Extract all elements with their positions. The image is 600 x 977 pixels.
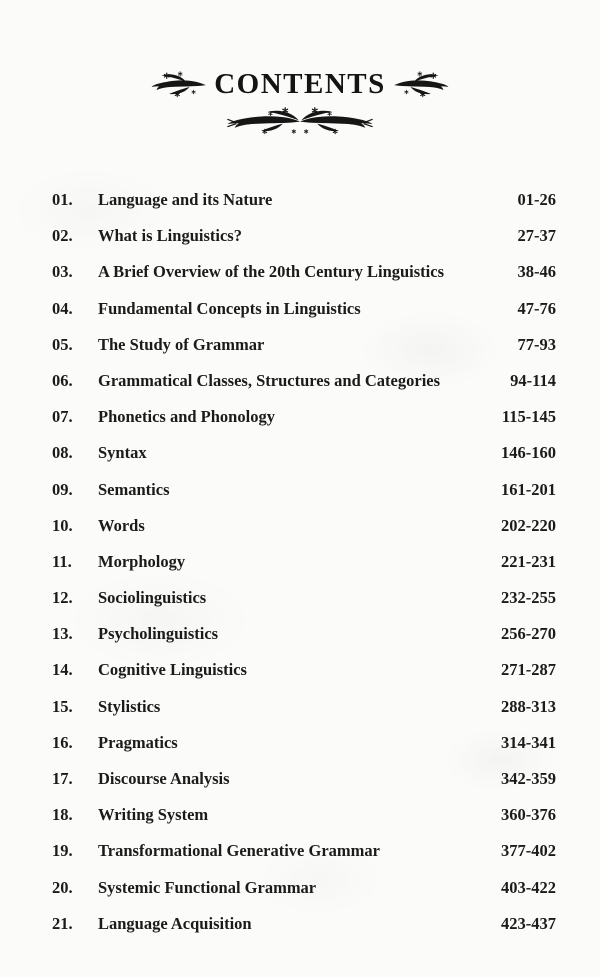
- toc-row: [52, 544, 556, 580]
- page-range: 403-422: [501, 877, 556, 897]
- page-range: 342-359: [501, 769, 556, 788]
- toc-row: [52, 363, 556, 399]
- chapter-number: 18.: [52, 805, 73, 825]
- chapter-number: 17.: [52, 769, 73, 788]
- toc-list: [0, 182, 600, 942]
- chapter-number: 05.: [52, 334, 73, 354]
- page-range: 146-160: [501, 443, 556, 463]
- page-range: 161-201: [501, 479, 556, 499]
- toc-row: [52, 399, 556, 435]
- chapter-number: 06.: [52, 370, 73, 390]
- toc-row: [52, 870, 556, 906]
- toc-row: [52, 833, 556, 869]
- contents-header: [0, 0, 600, 136]
- floral-flourish-left-icon: [151, 71, 207, 98]
- toc-row: [52, 761, 556, 797]
- chapter-title: Transformational Generative Grammar: [98, 841, 380, 861]
- chapter-title: Writing System: [98, 805, 209, 825]
- chapter-title: Fundamental Concepts in Linguistics: [98, 298, 361, 318]
- page-range: 423-437: [501, 913, 556, 933]
- page-range: 01-26: [517, 190, 556, 209]
- toc-row: [52, 472, 556, 508]
- toc-row: [52, 218, 556, 254]
- page-range: 115-145: [501, 407, 556, 427]
- chapter-number: 21.: [52, 913, 73, 933]
- chapter-number: 03.: [52, 262, 73, 282]
- page-range: 360-376: [501, 805, 556, 825]
- chapter-title: What is Linguistics?: [98, 226, 242, 246]
- chapter-number: 13.: [52, 624, 73, 644]
- page-range: 221-231: [501, 551, 556, 571]
- chapter-number: 11.: [52, 551, 72, 571]
- chapter-number: 08.: [52, 443, 73, 463]
- chapter-title: Language and its Nature: [98, 190, 273, 209]
- toc-row: [52, 327, 556, 363]
- toc-row: [52, 435, 556, 471]
- chapter-title: Systemic Functional Grammar: [98, 877, 317, 897]
- chapter-title: A Brief Overview of the 20th Century Linguistics: [98, 262, 445, 282]
- page-range: 232-255: [501, 588, 556, 608]
- toc-row: [52, 508, 556, 544]
- toc-row: [52, 182, 556, 218]
- chapter-title: The Study of Grammar: [98, 334, 265, 354]
- chapter-title: Discourse Analysis: [98, 769, 230, 788]
- page-range: 377-402: [501, 841, 556, 861]
- title-row: [0, 70, 600, 99]
- chapter-title: Phonetics and Phonology: [98, 407, 275, 427]
- page-range: 47-76: [517, 298, 556, 318]
- toc-row: [52, 725, 556, 761]
- chapter-number: 16.: [52, 732, 73, 752]
- chapter-title: Sociolinguistics: [98, 588, 207, 608]
- chapter-number: 04.: [52, 298, 73, 318]
- chapter-title: Syntax: [98, 443, 147, 463]
- chapter-title: Words: [98, 515, 145, 535]
- chapter-number: 19.: [52, 841, 73, 861]
- page-range: 271-287: [501, 660, 556, 680]
- chapter-title: Semantics: [98, 479, 170, 499]
- chapter-number: 07.: [52, 407, 73, 427]
- floral-flourish-right-icon: [393, 71, 449, 98]
- chapter-title: Grammatical Classes, Structures and Categories: [98, 370, 441, 390]
- chapter-number: 02.: [52, 226, 73, 246]
- chapter-title: Morphology: [98, 551, 186, 571]
- floral-flourish-divider-icon: [226, 106, 374, 136]
- toc-row: [52, 652, 556, 688]
- chapter-number: 09.: [52, 479, 73, 499]
- chapter-number: 15.: [52, 696, 73, 716]
- chapter-title: Pragmatics: [98, 732, 178, 752]
- chapter-title: Stylistics: [98, 696, 161, 716]
- toc-row: [52, 580, 556, 616]
- page-range: 27-37: [517, 226, 556, 246]
- toc-row: [52, 616, 556, 652]
- chapter-title: Language Acquisition: [98, 913, 252, 933]
- page-range: 288-313: [501, 696, 556, 716]
- toc-row: [52, 254, 556, 290]
- chapter-title: Psycholinguistics: [98, 624, 219, 644]
- toc-row: [52, 797, 556, 833]
- toc-row: [52, 906, 556, 942]
- page-range: 77-93: [517, 334, 556, 354]
- chapter-number: 14.: [52, 660, 73, 680]
- chapter-number: 10.: [52, 515, 73, 535]
- toc-row: [52, 689, 556, 725]
- page-range: 314-341: [501, 732, 556, 752]
- page-range: 94-114: [510, 370, 556, 390]
- chapter-title: Cognitive Linguistics: [98, 660, 247, 680]
- toc-row: [52, 291, 556, 327]
- page-range: 38-46: [517, 262, 556, 282]
- page-title: CONTENTS: [214, 68, 386, 100]
- page-range: 202-220: [501, 515, 556, 535]
- divider-row: [0, 106, 600, 136]
- chapter-number: 01.: [52, 190, 73, 209]
- page-range: 256-270: [501, 624, 556, 644]
- chapter-number: 20.: [52, 877, 73, 897]
- chapter-number: 12.: [52, 588, 73, 608]
